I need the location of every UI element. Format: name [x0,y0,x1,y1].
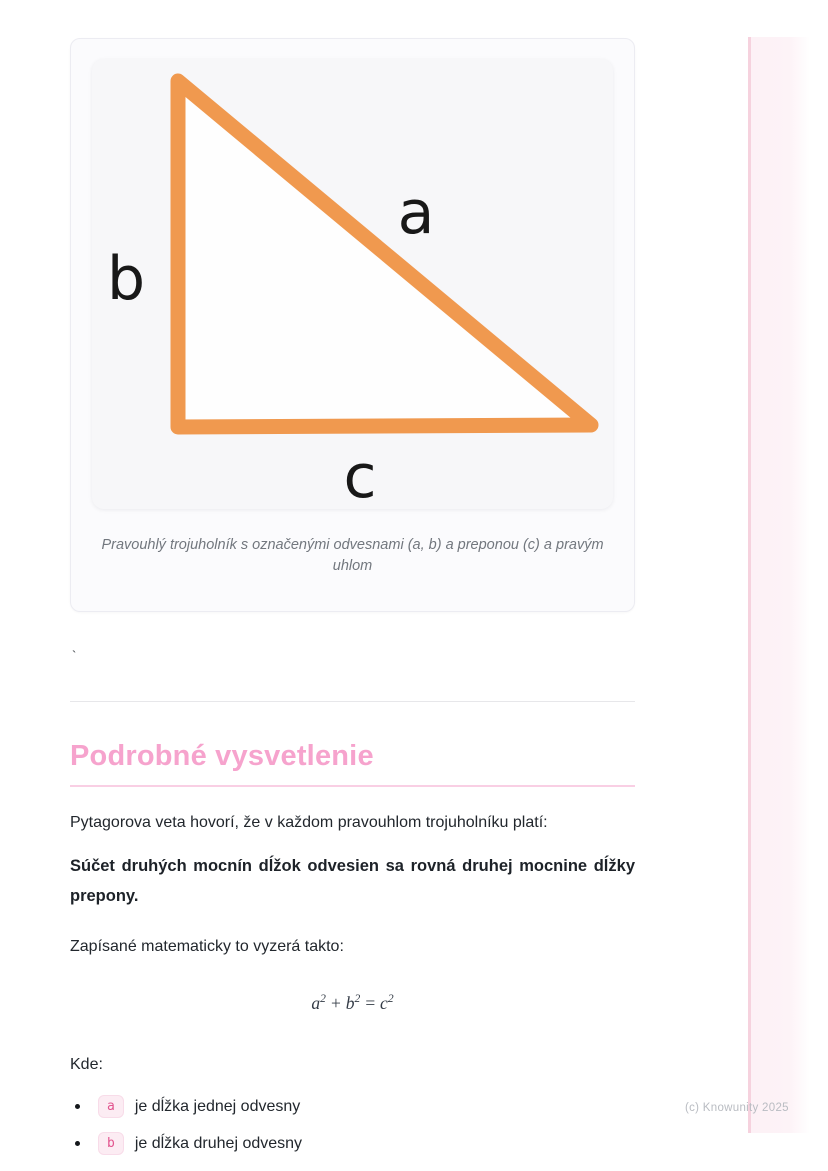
label-hypotenuse-a: a [397,178,435,248]
code-badge-a: a [98,1095,124,1118]
formula-term-b: b [345,993,355,1013]
copyright-watermark: (c) Knowunity 2025 [685,1102,789,1114]
theorem-statement: Súčet druhých mocnín dĺžok odvesien sa rovná druhej mocnine dĺžky prepony. [70,857,635,905]
math-intro-paragraph: Zapísané matematicky to vyzerá takto: [70,938,344,955]
section-divider [70,701,635,702]
pythagorean-formula [70,993,635,1014]
intro-paragraph: Pytagorova veta hovorí, že v každom pravouhlom trojuholníku platí: [70,814,548,831]
page-edge-stripe [748,37,810,1133]
bullet-icon [75,1104,80,1109]
definitions-list [70,1095,635,1155]
definition-text: je dĺžka jednej odvesny [134,1097,301,1115]
stray-backtick: ` [72,648,77,663]
label-leg-b: b [106,244,146,314]
list-item [70,1132,635,1155]
formula-term-c: c [380,993,388,1013]
label-side-c: c [343,442,377,509]
figure-caption: Pravouhlý trojuholník s označenými odvesnami (a, b) a preponou (c) a pravým uhlom [101,537,604,574]
right-triangle-drawing [92,59,613,509]
formula-exp-a: 2 [320,993,326,1006]
code-badge-b: b [98,1132,124,1155]
list-item [70,1095,635,1118]
triangle-figure-image [92,59,613,509]
formula-exp-b: 2 [354,993,361,1006]
formula-term-a: a [311,993,321,1013]
where-label: Kde: [70,1056,103,1073]
formula-equals-sign: = [364,993,377,1013]
formula-plus-sign: + [329,993,342,1013]
triangle-shape [178,81,591,427]
formula-exp-c: 2 [387,993,394,1006]
section-title: Podrobné vysvetlenie [70,738,635,787]
definition-text: je dĺžka druhej odvesny [134,1134,303,1152]
figure-card [70,38,635,612]
document-content [70,0,635,1155]
bullet-icon [75,1141,80,1146]
